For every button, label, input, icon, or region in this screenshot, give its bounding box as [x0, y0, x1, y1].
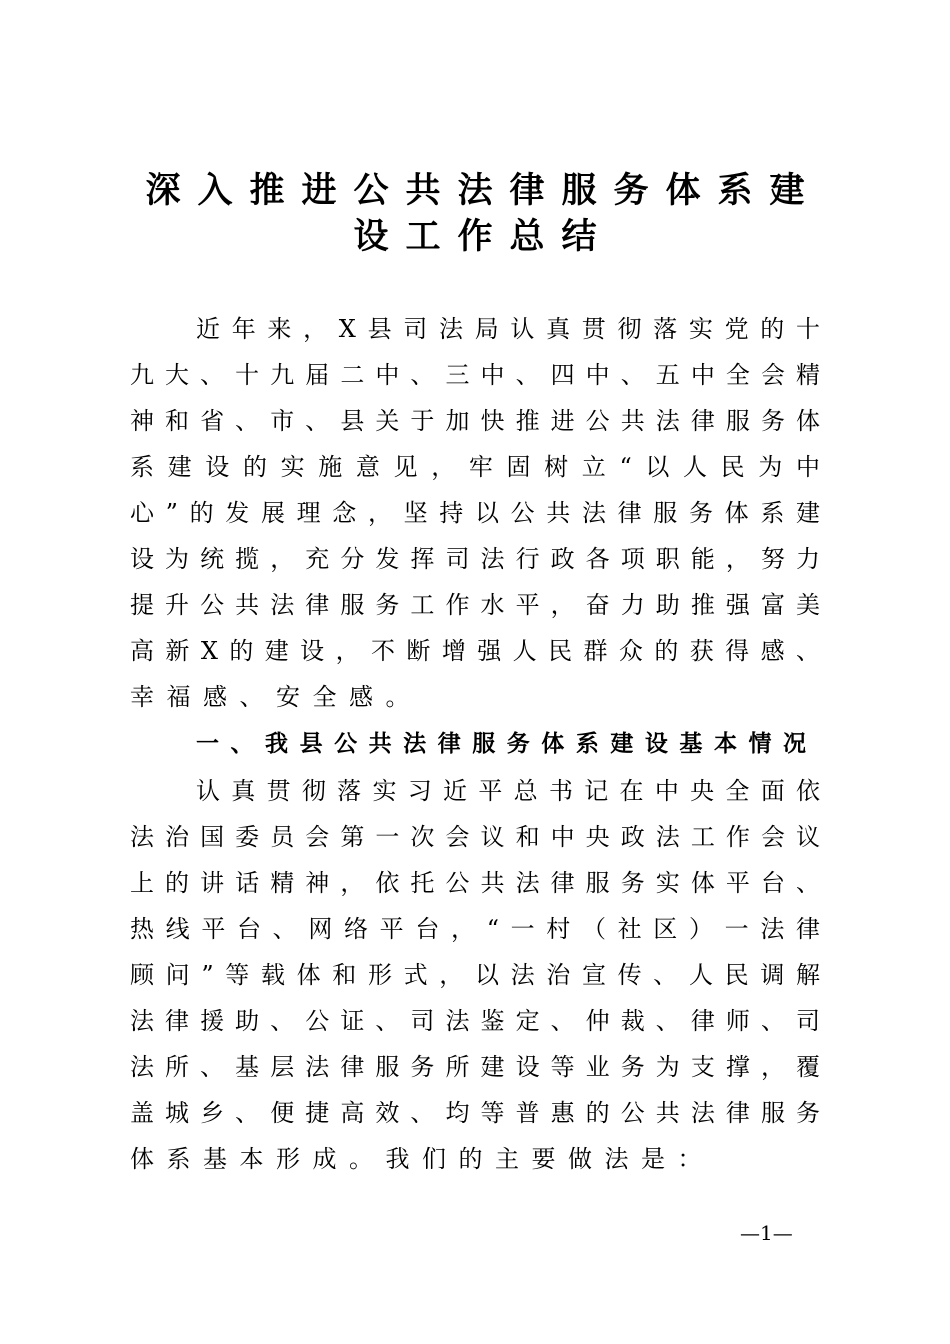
- paragraph-line: 高​新​X​的​建​设​，​不​断​增​强​人​民​群​众​的​获​得​感​、: [130, 637, 820, 665]
- paragraph-line: 法​所​、​基​层​法​律​服​务​所​建​设​等​业​务​为​支​撑​，​覆: [130, 1053, 820, 1081]
- paragraph-line: 体​系​基​本​形​成​。​我​们​的​主​要​做​法​是​：: [130, 1145, 714, 1173]
- paragraph-line: 盖​城​乡​、​便​捷​高​效​、​均​等​普​惠​的​公​共​法​律​服​务: [130, 1099, 820, 1127]
- paragraph-line: 热​线​平​台​、​网​络​平​台​，​“​一​村​（​社​区​）​一​法​律: [130, 915, 820, 943]
- paragraph-line: 顾​问​”​等​载​体​和​形​式​，​以​法​治​宣​传​、​人​民​调​解: [130, 961, 820, 989]
- paragraph-line: 系​建​设​的​实​施​意​见​，​牢​固​树​立​“​以​人​民​为​中: [130, 453, 820, 481]
- page-number: —1—: [740, 1221, 793, 1245]
- document-title-line-2: 设工作总结: [353, 217, 614, 257]
- paragraph-line: 设​为​统​揽​，​充​分​发​挥​司​法​行​政​各​项​职​能​，​努​力: [130, 545, 820, 573]
- paragraph-line: 认​真​贯​彻​落​实​习​近​平​总​书​记​在​中​央​全​面​依: [196, 777, 820, 805]
- paragraph-line: 心​”​的​发​展​理​念​，​坚​持​以​公​共​法​律​服​务​体​系​建: [130, 499, 820, 527]
- paragraph-line: 神​和​省​、​市​、​县​关​于​加​快​推​进​公​共​法​律​服​务​体: [130, 407, 820, 435]
- document-title-line-1: 深入推进公共法律服务体系建: [145, 171, 822, 211]
- paragraph-line: 法​治​国​委​员​会​第​一​次​会​议​和​中​央​政​法​工​作​会​议: [130, 823, 820, 851]
- section-heading: 一​、​我​县​公​共​法​律​服​务​体​系​建​设​基​本​情​况: [196, 731, 806, 757]
- paragraph-line: 上​的​讲​话​精​神​，​依​托​公​共​法​律​服​务​实​体​平​台​、: [130, 869, 820, 897]
- paragraph-line: 近​年​来​，​X​县​司​法​局​认​真​贯​彻​落​实​党​的​十: [196, 315, 820, 343]
- paragraph-line: 幸​福​感​、​安​全​感​。: [130, 683, 422, 711]
- paragraph-line: 九​大​、​十​九​届​二​中​、​三​中​、​四​中​、​五​中​全​会​精: [130, 361, 820, 389]
- paragraph-line: 法​律​援​助​、​公​证​、​司​法​鉴​定​、​仲​裁​、​律​师​、​司: [130, 1007, 820, 1035]
- paragraph-line: 提​升​公​共​法​律​服​务​工​作​水​平​，​奋​力​助​推​强​富​美: [130, 591, 820, 619]
